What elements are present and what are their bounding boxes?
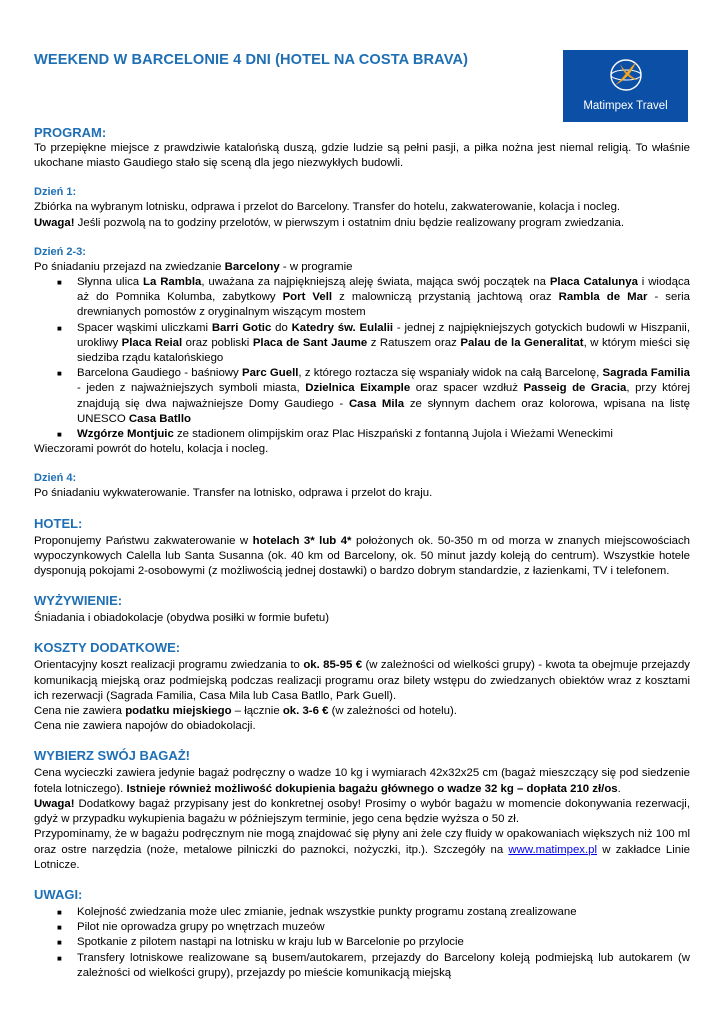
list-item: ■ Transfery lotniskowe realizowane są busem/autokarem, przejazdy do Barcelony koleją podmiejską lub autokarem (w zależności od wielkości grupy), przejazdy po mieście komunikacją miejską: [57, 951, 690, 979]
day1-heading: Dzień 1:: [34, 186, 77, 199]
day4-text: Po śniadaniu wykwaterowanie. Transfer na lotnisko, odprawa i przelot do kraju.: [34, 487, 433, 500]
notes-list: [34, 905, 690, 981]
logo-mark-icon: [606, 58, 646, 94]
list-item: ■ Kolejność zwiedzania może ulec zmianie, jednak wszystkie punkty programu zostaną zrealizowane: [34, 905, 690, 920]
program-heading: PROGRAM:: [34, 125, 107, 140]
page-title: WEEKEND W BARCELONIE 4 DNI (HOTEL NA COSTA BRAVA): [34, 52, 469, 68]
warning-label: Uwaga!: [34, 216, 75, 229]
baggage-text: Cena wycieczki zawiera jedynie bagaż podręczny o wadze 10 kg i wymiarach 42x32x25 cm (bagaż mieszczący się pod siedzenie fotela lotniczego). Istnieje również możliwość dokupienia bagażu głównego o wadze 32 kg – dopłata 210 zł/os.: [34, 767, 690, 795]
bullet-icon: ■: [57, 923, 62, 933]
day1-text: Zbiórka na wybranym lotnisku, odprawa i przelot do Barcelony. Transfer do hotelu, zakwaterowanie, kolacja i nocleg.: [34, 201, 621, 214]
list-item: ■ Wzgórze Montjuic ze stadionem olimpijskim oraz Plac Hiszpański z fontanną Jujola i Wieżami Weneckimi: [34, 427, 690, 442]
hotel-heading: HOTEL:: [34, 515, 83, 531]
bullet-icon: ■: [57, 323, 62, 333]
food-text: Śniadania i obiadokolacje (obydwa posiłki w formie bufetu): [34, 612, 330, 625]
program-intro: To przepiękne miejsce z prawdziwie katalońską duszą, gdzie ludzie są pełni pasji, a piłka nożna jest niemal religią. To właśnie ukochane miasto Gaudiego stało się sceną dla jego niezwykłych budowli.: [34, 142, 690, 170]
bullet-icon: ■: [57, 938, 62, 948]
costs-drinks: Cena nie zawiera napojów do obiadokolacji.: [34, 720, 256, 733]
day23-intro: Po śniadaniu przejazd na zwiedzanie Barcelony - w programie: [34, 260, 353, 273]
bullet-icon: ■: [57, 278, 62, 288]
bullet-icon: ■: [57, 430, 62, 440]
list-item: ■ Słynna ulica La Rambla, uważana za najpiękniejszą aleję świata, mająca swój początek na Placa Catalunya i wiodąca aż do Pomnika Kolumba, zabytkowy Port Vell z malowniczą przystanią jachtową oraz Rambla de Mar - seria drewnianych pomostów z oryginalnym wiszącym mostem: [57, 276, 690, 319]
costs-city-tax: Cena nie zawiera podatku miejskiego – łącznie ok. 3-6 € (w zależności od hotelu).: [34, 705, 457, 718]
day4-heading: Dzień 4:: [34, 472, 77, 485]
bullet-icon: ■: [57, 369, 62, 379]
bullet-icon: ■: [57, 907, 62, 917]
food-heading: WYŻYWIENIE:: [34, 593, 123, 609]
day23-list: [34, 275, 690, 442]
logo-text: Matimpex Travel: [583, 99, 668, 112]
day1-warning: Uwaga! Jeśli pozwolą na to godziny przelotów, w pierwszym i ostatnim dniu będzie realizowany program zwiedzania.: [34, 216, 625, 229]
warning-label: Uwaga!: [34, 797, 75, 810]
baggage-warning: Uwaga! Dodatkowy bagaż przypisany jest do konkretnej osoby! Prosimy o wybór bagażu w momencie dokonywania rezerwacji, gdyż w przypadku wykupienia bagażu w późniejszym terminie, jego cena będzie wyższa o 50 zł.: [34, 797, 690, 826]
day23-outro: Wieczorami powrót do hotelu, kolacja i nocleg.: [34, 443, 269, 456]
costs-text: Orientacyjny koszt realizacji programu zwiedzania to ok. 85-95 € (w zależności od wielkości grupy) - kwota ta obejmuje przejazdy komunikacją miejską oraz podmiejską podczas realizacji programu oraz bilety wstępu do zwiedzanych obiektów wraz z kosztami ich rezerwacji (Sagrada Familia, Casa Mila lub Casa Batllo, Park Guell).: [34, 659, 690, 702]
baggage-reminder: Przypominamy, że w bagażu podręcznym nie mogą znajdować się płyny ani żele czy fluidy w opakowaniach większych niż 100 ml oraz ostre narzędzia (noże, metalowe pilniczki do paznokci, nożyczki, itp.). Szczegóły na www.matimpex.pl w zakładce Linie Lotnicze.: [34, 828, 690, 871]
bullet-icon: ■: [57, 953, 62, 963]
list-item: ■ Barcelona Gaudiego - baśniowy Parc Guell, z którego roztacza się wspaniały widok na całą Barcelonę, Sagrada Familia - jeden z najważniejszych symboli miasta, Dzielnica Eixample oraz spacer wzdłuż Passeig de Gracia, przy której znajdują się dwa najważniejsze Domy Gaudiego - Casa Mila ze słynnym dachem oraz kolorowa, wpisana na listę UNESCO Casa Batllo: [57, 367, 690, 425]
company-logo[interactable]: [563, 50, 688, 122]
costs-heading: KOSZTY DODATKOWE:: [34, 640, 181, 656]
list-item: ■ Pilot nie oprowadza grupy po wnętrzach muzeów: [34, 920, 690, 935]
notes-heading: UWAGI:: [34, 886, 83, 902]
day23-heading: Dzień 2-3:: [34, 245, 86, 258]
hotel-text: Proponujemy Państwu zakwaterowanie w hotelach 3* lub 4* położonych ok. 50-350 m od morza w znanych miejscowościach wypoczynkowych Calella lub Santa Susanna (ok. 40 km od Barcelony, ok. 50 minut jazdy koleją do centrum). Wszystkie hotele dysponują pokojami 2-osobowymi (z możliwością jednej dostawki) o bardzo dobrym standardzie, z łazienkami, TV i telefonem.: [34, 534, 690, 578]
content: [34, 125, 690, 981]
list-item: ■ Spacer wąskimi uliczkami Barri Gotic do Katedry św. Eulalii - jednej z najpiękniejszych gotyckich budowli w Hiszpanii, urokliwy Placa Reial oraz pobliski Placa de Sant Jaume z Ratuszem oraz Palau de la Generalitat, w którym mieści się siedziba rządu katalońskiego: [57, 321, 690, 365]
matimpex-link[interactable]: www.matimpex.pl: [508, 843, 598, 856]
baggage-heading: WYBIERZ SWÓJ BAGAŻ!: [34, 748, 190, 764]
list-item: ■ Spotkanie z pilotem nastąpi na lotnisku w kraju lub w Barcelonie po przylocie: [34, 935, 690, 950]
